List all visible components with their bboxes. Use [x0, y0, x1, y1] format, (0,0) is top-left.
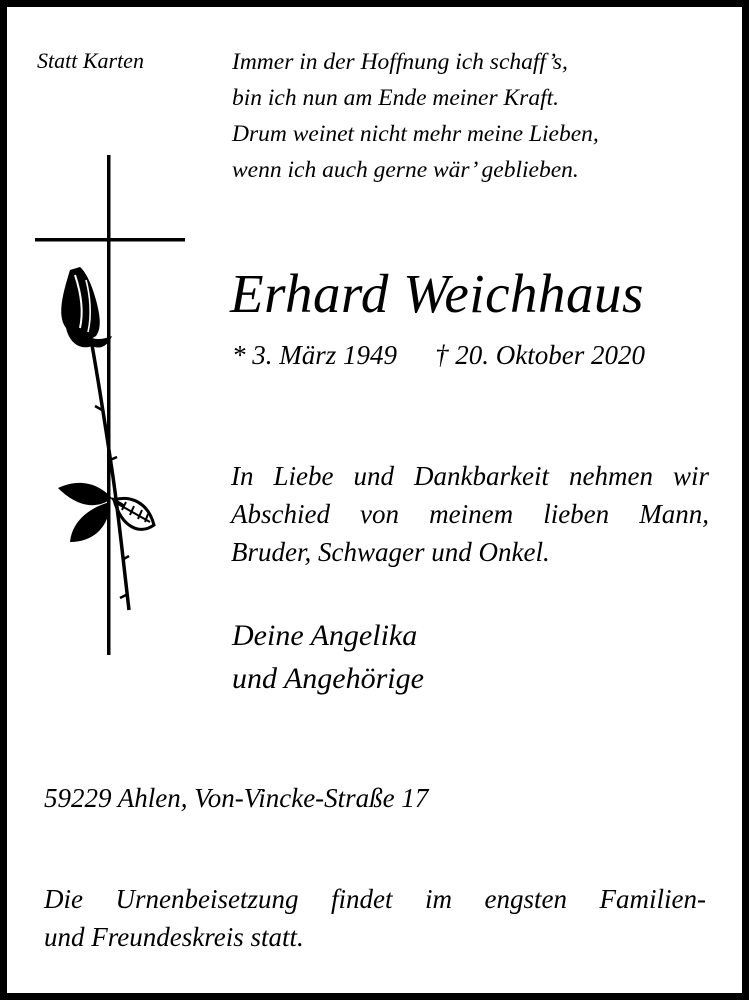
death-date: † 20. Oktober 2020: [435, 340, 645, 370]
life-dates: [232, 340, 645, 371]
signature: [232, 614, 424, 700]
funeral-note-line: und Freundeskreis statt.: [44, 922, 304, 952]
header-label: Statt Karten: [37, 48, 144, 73]
poem-line: bin ich nun am Ende meiner Kraft.: [232, 85, 560, 111]
funeral-note: [44, 880, 706, 956]
cross-with-rose-icon: [30, 150, 190, 660]
poem-line: Immer in der Hoffnung ich schaff’s,: [232, 49, 568, 75]
signature-line: Deine Angelika: [232, 619, 418, 652]
address: 59229 Ahlen, Von-Vincke-Straße 17: [44, 783, 429, 813]
poem-line: wenn ich auch gerne wär’ geblieben.: [232, 157, 579, 183]
signature-line: und Angehörige: [232, 662, 424, 695]
deceased-name: Erhard Weichhaus: [230, 263, 644, 324]
message-line: Abschied von meinem lieben Mann,: [231, 499, 709, 529]
poem-line: Drum weinet nicht mehr meine Lieben,: [232, 121, 599, 147]
poem: [232, 44, 599, 188]
message-line: In Liebe und Dankbarkeit nehmen wir: [231, 461, 709, 491]
farewell-message: [231, 457, 709, 571]
funeral-note-line: Die Urnenbeisetzung findet im engsten Familien-: [44, 884, 706, 914]
birth-date: * 3. März 1949: [232, 340, 398, 370]
message-line: Bruder, Schwager und Onkel.: [231, 537, 550, 567]
